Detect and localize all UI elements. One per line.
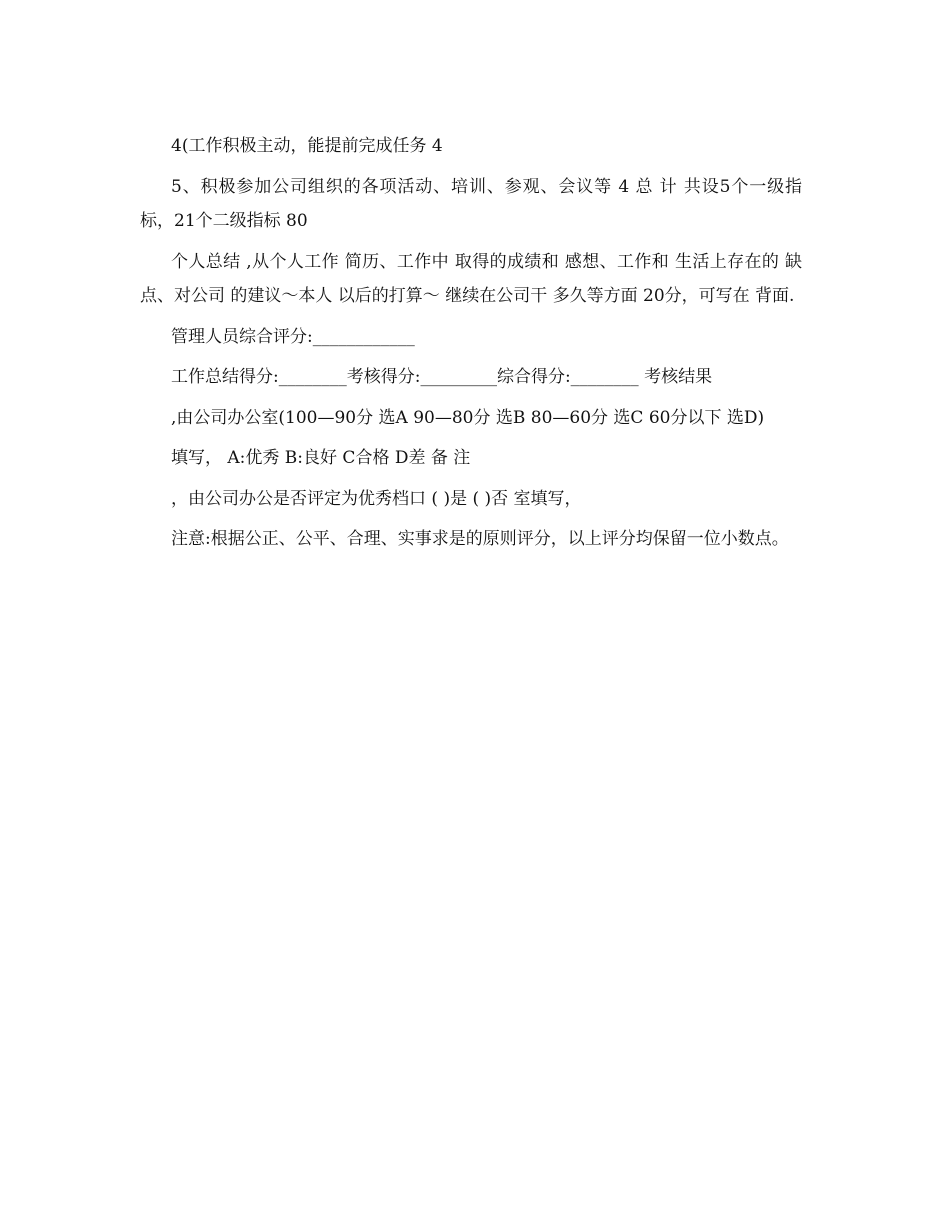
document-body [140,129,802,563]
paragraph-task-completion: 4(工作积极主动，能提前完成任务 4 [171,136,443,156]
paragraph-excellence-rating: ，由公司办公是否评定为优秀档口 ( )是 ( )否 室填写， [171,488,582,509]
paragraph-grading-scale: ,由公司办公室(100—90分 选A 90—80分 选B 80—60分 选C 60分以下 选D) [171,407,765,428]
paragraph-personal-summary: 个人总结 ,从个人工作 简历、工作中 取得的成绩和 感想、工作和 生活上存在的 缺点、对公司 的建议～本人 以后的打算～ 继续在公司干 多久等方面 20分，可写在 背面. [140,251,802,306]
paragraph-score-fields: 工作总结得分:________考核得分:_________综合得分:________ 考核结果 [171,367,713,387]
paragraph-grade-legend: 填写， A:优秀 B:良好 C合格 D差 备 注 [171,448,471,468]
paragraph-management-score: 管理人员综合评分:____________ [171,326,415,347]
paragraph-activities-total: 5、积极参加公司组织的各项活动、培训、参观、会议等 4 总 计 共设5个一级指标，21个二级指标 80 [140,176,802,231]
paragraph-note: 注意:根据公正、公平、合理、实事求是的原则评分，以上评分均保留一位小数点。 [171,529,789,549]
